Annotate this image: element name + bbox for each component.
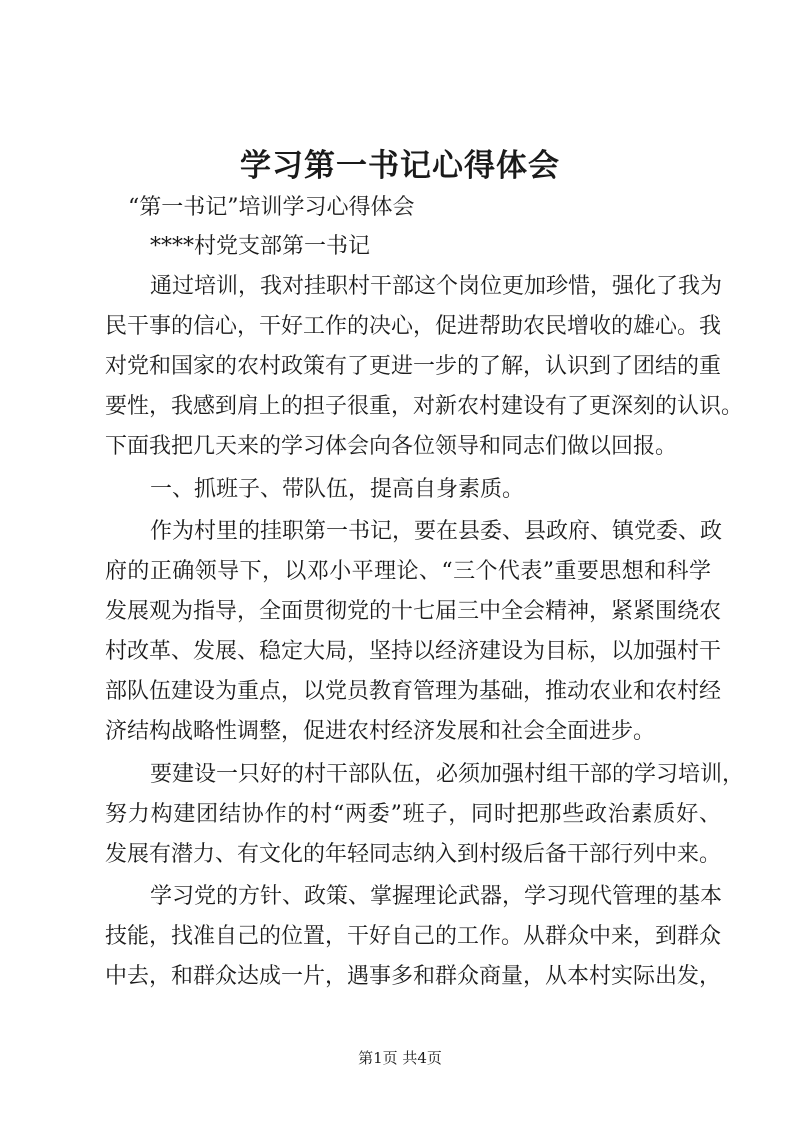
text-line: 府的正确领导下，以邓小平理论、“三个代表”重要思想和科学	[105, 559, 711, 584]
section-heading-1: 一、抓班子、带队伍，提高自身素质。	[150, 477, 525, 502]
author-line: ****村党支部第一书记	[150, 234, 371, 259]
page-number-footer: 第1页 共4页	[358, 1049, 442, 1067]
text-line: 发展观为指导，全面贯彻党的十七届三中全会精神，紧紧围绕农	[105, 599, 722, 624]
text-line: 要建设一只好的村干部队伍，必须加强村组干部的学习培训，	[150, 762, 745, 787]
document-title: 学习第一书记心得体会	[240, 148, 560, 184]
text-line: 村改革、发展、稳定大局，坚持以经济建设为目标，以加强村干	[105, 639, 722, 664]
text-line: 技能，找准自己的位置，干好自己的工作。从群众中来，到群众	[105, 924, 722, 949]
text-line: 通过培训，我对挂职村干部这个岗位更加珍惜，强化了我为	[150, 274, 723, 299]
text-line: 作为村里的挂职第一书记，要在县委、县政府、镇党委、政	[150, 519, 723, 544]
text-line: 中去，和群众达成一片，遇事多和群众商量，从本村实际出发，	[105, 964, 722, 989]
text-line: 对党和国家的农村政策有了更进一步的了解，认识到了团结的重	[105, 354, 722, 379]
text-line: 学习党的方针、政策、掌握理论武器，学习现代管理的基本	[150, 884, 723, 909]
text-line: 部队伍建设为重点，以党员教育管理为基础，推动农业和农村经	[105, 679, 722, 704]
text-line: 努力构建团结协作的村“两委”班子，同时把那些政治素质好、	[105, 802, 721, 827]
text-line: 要性，我感到肩上的担子很重，对新农村建设有了更深刻的认识。	[105, 394, 744, 419]
text-line: 下面我把几天来的学习体会向各位领导和同志们做以回报。	[105, 434, 678, 459]
text-line: 民干事的信心，干好工作的决心，促进帮助农民增收的雄心。我	[105, 314, 722, 339]
subtitle: “第一书记”培训学习心得体会	[128, 195, 415, 220]
text-line: 济结构战略性调整，促进农村经济发展和社会全面进步。	[105, 719, 656, 744]
text-line: 发展有潜力、有文化的年轻同志纳入到村级后备干部行列中来。	[105, 842, 722, 867]
